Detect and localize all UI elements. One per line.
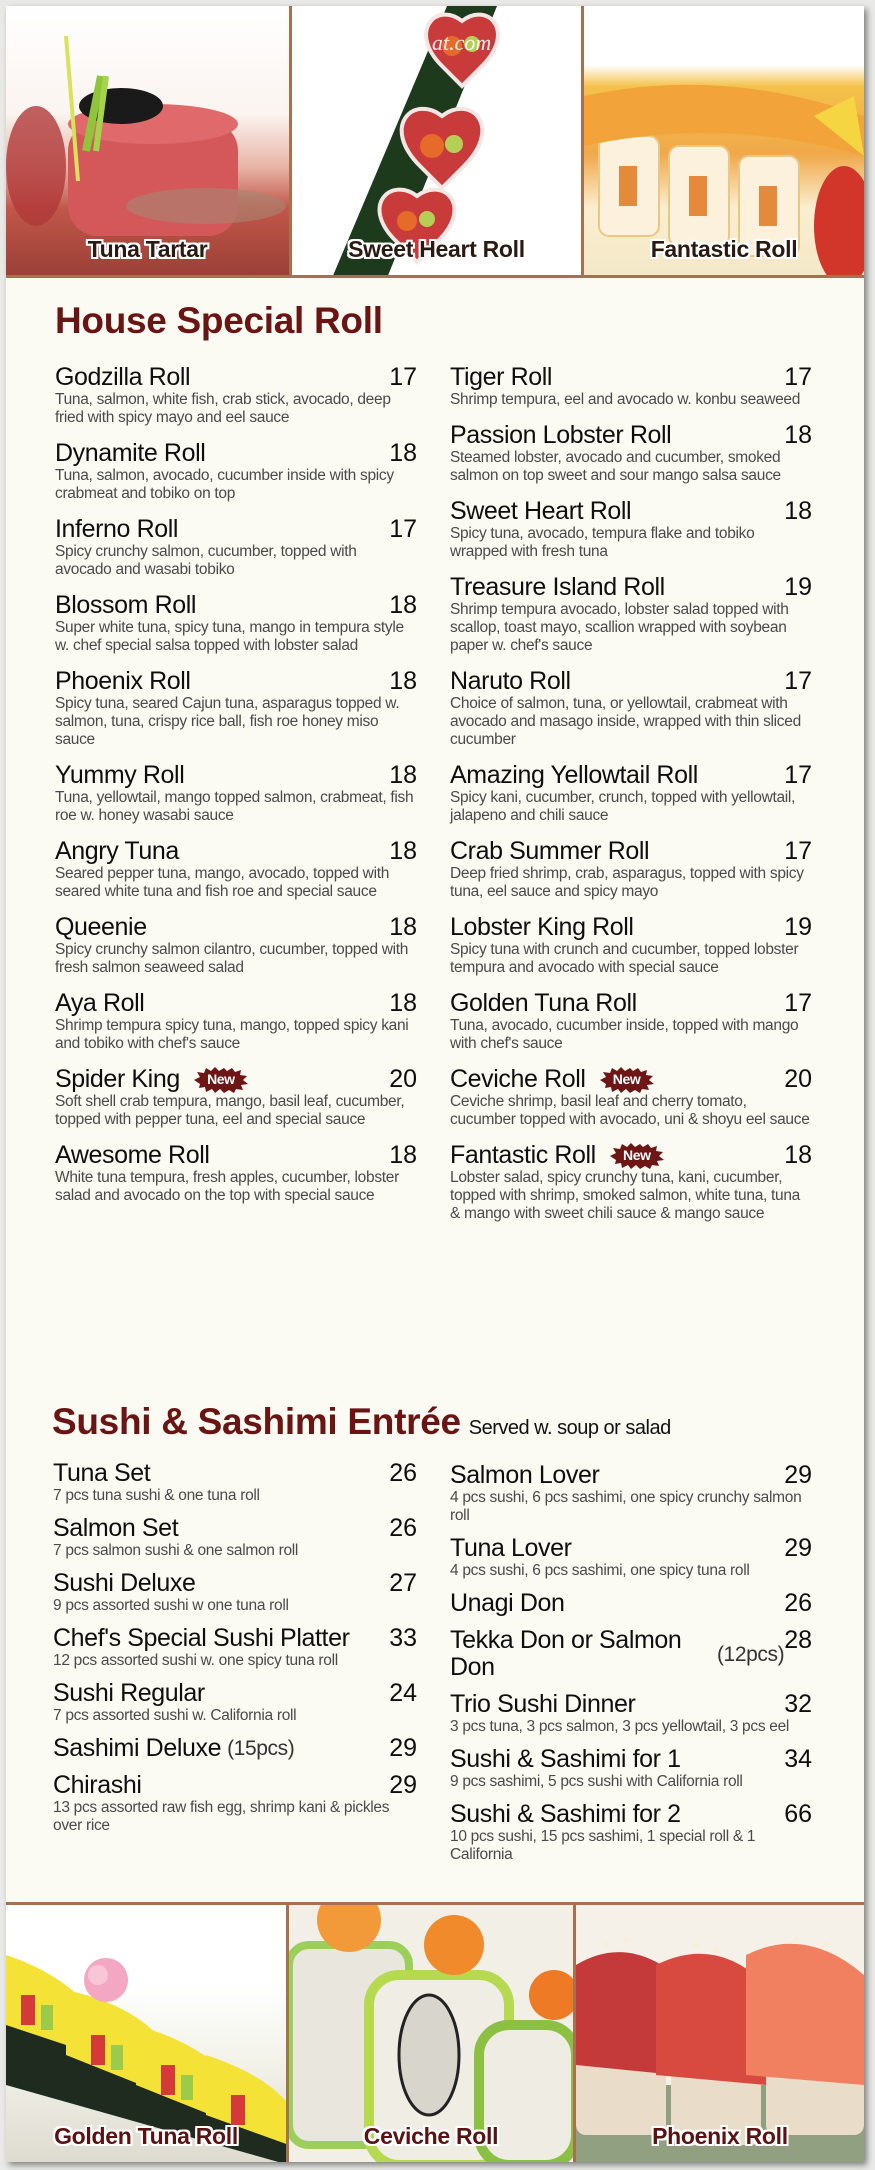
menu-item-header: [450, 422, 812, 449]
watermark-text: at.com / I: [432, 30, 516, 55]
menu-item-name: [53, 1680, 205, 1707]
menu-item-description: Lobster salad, spicy crunchy tuna, kani, cucumber, topped with shrimp, smoked salmon, white tuna, tuna & mango with sweet chili sauce & mango sauce: [450, 1169, 801, 1222]
menu-item-description: 9 pcs assorted sushi w one tuna roll: [53, 1597, 289, 1614]
new-badge: New: [194, 1067, 248, 1093]
menu-item-quantity: (12pcs): [716, 1642, 785, 1666]
menu-item-header: [53, 1735, 417, 1762]
menu-item-header: [53, 1515, 417, 1542]
menu-item[interactable]: [53, 1515, 417, 1560]
photo-caption: Ceviche Roll: [363, 2123, 499, 2149]
menu-item-name: [55, 592, 196, 619]
menu-item[interactable]: [55, 516, 417, 579]
menu-item[interactable]: [450, 498, 812, 561]
menu-item[interactable]: [450, 574, 812, 655]
menu-item[interactable]: [450, 1535, 812, 1580]
menu-item-name: [450, 364, 552, 391]
menu-item-description: 13 pcs assorted raw fish egg, shrimp kani & pickles over rice: [53, 1799, 390, 1834]
menu-item-description: Spicy tuna, avocado, tempura flake and tobiko wrapped with fresh tuna: [450, 525, 755, 560]
menu-item-price: 26: [389, 1514, 417, 1542]
menu-item-description: Shrimp tempura spicy tuna, mango, topped spicy kani and tobiko with chef's sauce: [55, 1017, 409, 1052]
menu-item-name-text: Naruto Roll: [450, 667, 571, 695]
menu-item[interactable]: [53, 1570, 417, 1615]
menu-item-name-text: Angry Tuna: [55, 837, 179, 865]
menu-item-name: [450, 422, 671, 449]
menu-item-name-text: Spider King: [55, 1065, 180, 1093]
menu-item-name-text: Trio Sushi Dinner: [450, 1690, 636, 1718]
menu-item-name: [55, 440, 205, 467]
menu-item[interactable]: [53, 1460, 417, 1505]
menu-item-header: [55, 838, 417, 865]
menu-item-description: Shrimp tempura avocado, lobster salad topped with scallop, toast mayo, scallion wrapped with soybean paper w. chef's sauce: [450, 601, 789, 654]
menu-item-name-text: Godzilla Roll: [55, 363, 191, 391]
menu-item[interactable]: [450, 1746, 812, 1791]
menu-item-name: [53, 1772, 142, 1799]
menu-item-price: 18: [784, 497, 812, 525]
menu-item-name: [450, 1746, 681, 1773]
menu-item[interactable]: [55, 440, 417, 503]
photo-caption: Sweet Heart Roll: [348, 236, 525, 262]
menu-page: [6, 6, 864, 2162]
menu-item-price: 66: [784, 1800, 812, 1828]
photo-caption: Tuna Tartar: [87, 236, 208, 262]
menu-item-price: 28: [784, 1626, 812, 1654]
menu-item-name: [450, 1801, 681, 1828]
house-special-left-column: [55, 364, 417, 1218]
menu-item-name: [450, 498, 631, 525]
house-special-right-column: [450, 364, 812, 1236]
menu-item[interactable]: [450, 668, 812, 749]
menu-item[interactable]: [450, 422, 812, 485]
photo-fantastic-roll: [584, 6, 864, 278]
menu-item-description: 7 pcs tuna sushi & one tuna roll: [53, 1487, 260, 1504]
menu-item-name: [53, 1515, 178, 1542]
menu-item-description: 7 pcs assorted sushi w. California roll: [53, 1707, 297, 1724]
menu-item-name-text: Amazing Yellowtail Roll: [450, 761, 698, 789]
menu-item-description: 9 pcs sashimi, 5 pcs sushi with California roll: [450, 1773, 743, 1790]
menu-item-header: [53, 1680, 417, 1707]
menu-item-name-text: Tiger Roll: [450, 363, 553, 391]
menu-item[interactable]: [55, 668, 417, 749]
menu-item-price: 24: [389, 1679, 417, 1707]
photo-caption: Golden Tuna Roll: [54, 2123, 238, 2149]
menu-item-header: [55, 1066, 417, 1093]
menu-item-name-text: Unagi Don: [450, 1589, 565, 1617]
menu-item-header: [55, 990, 417, 1017]
menu-item-name: [450, 1535, 572, 1562]
menu-item-header: [450, 1462, 812, 1489]
menu-item-price: 18: [389, 591, 417, 619]
menu-item-description: Choice of salmon, tuna, or yellowtail, crabmeat with avocado and masago inside, wrapped with thin sliced cucumber: [450, 695, 801, 748]
menu-item-header: [450, 838, 812, 865]
menu-item-description: Tuna, avocado, cucumber inside, topped with mango with chef's sauce: [450, 1017, 799, 1052]
menu-item-description: Ceviche shrimp, basil leaf and cherry tomato, cucumber topped with avocado, uni & shoyu eel sauce: [450, 1093, 810, 1128]
menu-item-description: Deep fried shrimp, crab, asparagus, topped with spicy tuna, eel sauce and spicy mayo: [450, 865, 804, 900]
menu-item-price: 17: [389, 515, 417, 543]
top-photo-row: [6, 6, 864, 278]
menu-item-header: [450, 914, 812, 941]
menu-item-header: [55, 516, 417, 543]
photo-ceviche-roll: [289, 1902, 576, 2162]
menu-item-price: 20: [389, 1065, 417, 1093]
menu-item-name-text: Phoenix Roll: [55, 667, 191, 695]
menu-item-price: 29: [389, 1734, 417, 1762]
menu-item-price: 17: [784, 667, 812, 695]
menu-item[interactable]: [53, 1625, 417, 1670]
menu-item-header: [450, 668, 812, 695]
section-title-house-special: House Special Roll: [55, 300, 383, 341]
menu-item-price: 26: [389, 1459, 417, 1487]
menu-item-header: [450, 1691, 812, 1718]
photo-caption: Fantastic Roll: [650, 236, 798, 262]
menu-item[interactable]: [55, 990, 417, 1053]
menu-item-name-text: Salmon Lover: [450, 1461, 600, 1489]
menu-item-name: [53, 1735, 294, 1762]
menu-item-name-text: Passion Lobster Roll: [450, 421, 672, 449]
menu-item[interactable]: [55, 762, 417, 825]
menu-item-header: [450, 1142, 812, 1169]
menu-item-price: 18: [389, 1141, 417, 1169]
menu-item[interactable]: [450, 990, 812, 1053]
menu-item-name: [53, 1570, 196, 1597]
photo-caption: Phoenix Roll: [652, 2123, 788, 2149]
menu-item-header: [450, 1627, 812, 1681]
menu-item-name-text: Sushi & Sashimi for 2: [450, 1800, 681, 1828]
menu-item-name: [55, 516, 178, 543]
menu-item-header: [450, 1066, 812, 1093]
menu-item-price: 18: [389, 989, 417, 1017]
menu-item-header: [53, 1460, 417, 1487]
menu-item[interactable]: [450, 838, 812, 901]
menu-item-name: [55, 1142, 210, 1169]
menu-item-price: 18: [784, 421, 812, 449]
menu-item-name-text: Chef's Special Sushi Platter: [53, 1624, 350, 1652]
menu-item-name-text: Golden Tuna Roll: [450, 989, 637, 1017]
menu-item-description: Seared pepper tuna, mango, avocado, topped with seared white tuna and fish roe and special sauce: [55, 865, 390, 900]
menu-item-name: [450, 1066, 654, 1093]
menu-item-name-text: Awesome Roll: [55, 1141, 210, 1169]
menu-item[interactable]: [450, 1801, 812, 1864]
menu-item-header: [450, 1746, 812, 1773]
menu-item-name: [450, 1590, 565, 1617]
menu-item-price: 19: [784, 573, 812, 601]
menu-item-price: 29: [389, 1771, 417, 1799]
menu-item-description: 4 pcs sushi, 6 pcs sashimi, one spicy tuna roll: [450, 1562, 750, 1579]
menu-item[interactable]: [450, 762, 812, 825]
menu-item-name: [53, 1625, 350, 1652]
menu-item-name: [55, 762, 184, 789]
photo-golden-tuna-roll: [6, 1902, 289, 2162]
menu-item[interactable]: [53, 1772, 417, 1835]
sushi-entree-right-column: [450, 1462, 812, 1874]
menu-item[interactable]: [53, 1680, 417, 1725]
menu-item-header: [450, 498, 812, 525]
menu-item-header: [55, 762, 417, 789]
menu-item-name-text: Queenie: [55, 913, 147, 941]
menu-item-price: 33: [389, 1624, 417, 1652]
menu-item-price: 19: [784, 913, 812, 941]
menu-item-description: 4 pcs sushi, 6 pcs sashimi, one spicy crunchy salmon roll: [450, 1489, 802, 1524]
menu-item-name-text: Sashimi Deluxe: [53, 1734, 222, 1762]
menu-item-header: [55, 1142, 417, 1169]
menu-item-price: 18: [389, 439, 417, 467]
menu-item-name-text: Blossom Roll: [55, 591, 197, 619]
menu-item-name-text: Aya Roll: [55, 989, 145, 1017]
menu-item-name: [55, 1066, 248, 1093]
menu-item-name-text: Sushi & Sashimi for 1: [450, 1745, 681, 1773]
menu-item-header: [53, 1625, 417, 1652]
menu-item-name: [55, 914, 147, 941]
menu-item-header: [450, 762, 812, 789]
menu-item[interactable]: [450, 364, 812, 409]
new-badge: New: [600, 1067, 654, 1093]
menu-item[interactable]: [450, 1066, 812, 1129]
menu-item-price: 29: [784, 1534, 812, 1562]
menu-item-price: 17: [784, 761, 812, 789]
section-title-sushi-entree: Sushi & Sashimi Entrée Served w. soup or salad: [52, 1401, 671, 1442]
menu-item-name: [450, 574, 665, 601]
menu-item[interactable]: [450, 1627, 812, 1681]
menu-item-header: [53, 1570, 417, 1597]
menu-item[interactable]: [450, 1691, 812, 1736]
menu-item-name: [55, 364, 190, 391]
menu-item-header: [55, 592, 417, 619]
menu-item[interactable]: [450, 1142, 812, 1223]
menu-item-header: [450, 990, 812, 1017]
menu-item-name-text: Tuna Set: [53, 1459, 151, 1487]
menu-item-price: 34: [784, 1745, 812, 1773]
menu-item[interactable]: [55, 364, 417, 427]
menu-item-name-text: Dynamite Roll: [55, 439, 206, 467]
menu-item-price: 18: [389, 913, 417, 941]
menu-item-name-text: Sushi Regular: [53, 1679, 205, 1707]
menu-item-name: [450, 1691, 635, 1718]
menu-item-price: 18: [389, 837, 417, 865]
menu-item-name: [450, 1627, 784, 1681]
menu-item-description: Spicy crunchy salmon, cucumber, topped with avocado and wasabi tobiko: [55, 543, 357, 578]
menu-item-name: [450, 1462, 599, 1489]
menu-item[interactable]: [55, 838, 417, 901]
menu-item-name: [55, 838, 179, 865]
menu-item-price: 20: [784, 1065, 812, 1093]
menu-item[interactable]: [55, 1066, 417, 1129]
menu-item-description: 3 pcs tuna, 3 pcs salmon, 3 pcs yellowtail, 3 pcs eel: [450, 1718, 790, 1735]
bottom-photo-row: [6, 1902, 864, 2162]
menu-item-description: Spicy tuna, seared Cajun tuna, asparagus topped w. salmon, tuna, crispy rice ball, fish roe honey miso sauce: [55, 695, 400, 748]
menu-item[interactable]: [55, 914, 417, 977]
menu-item-name: [55, 990, 144, 1017]
section-subtitle: Served w. soup or salad: [468, 1417, 671, 1439]
menu-item-header: [450, 1535, 812, 1562]
new-badge: New: [610, 1143, 664, 1169]
menu-item-description: Soft shell crab tempura, mango, basil leaf, cucumber, topped with pepper tuna, eel and special sauce: [55, 1093, 405, 1128]
menu-item-name-text: Salmon Set: [53, 1514, 179, 1542]
menu-item-description: 7 pcs salmon sushi & one salmon roll: [53, 1542, 299, 1559]
menu-item-name: [55, 668, 191, 695]
menu-item-header: [450, 1590, 812, 1617]
menu-item-price: 17: [784, 837, 812, 865]
menu-item-name: [450, 762, 698, 789]
menu-item-description: Super white tuna, spicy tuna, mango in tempura style w. chef special salsa topped with lobster salad: [55, 619, 404, 654]
menu-item-name-text: Ceviche Roll: [450, 1065, 586, 1093]
menu-item-price: 29: [784, 1461, 812, 1489]
menu-item-price: 17: [389, 363, 417, 391]
menu-item-name: [450, 838, 649, 865]
menu-item-description: 10 pcs sushi, 15 pcs sashimi, 1 special roll & 1 California: [450, 1828, 756, 1863]
menu-item-price: 32: [784, 1690, 812, 1718]
menu-item-header: [55, 364, 417, 391]
menu-item-price: 18: [389, 761, 417, 789]
menu-item-header: [55, 914, 417, 941]
menu-item-description: Tuna, salmon, avocado, cucumber inside with spicy crabmeat and tobiko on top: [55, 467, 394, 502]
menu-item-name-text: Inferno Roll: [55, 515, 179, 543]
menu-item-header: [450, 1801, 812, 1828]
menu-item-name-text: Lobster King Roll: [450, 913, 634, 941]
menu-item-name: [450, 1142, 664, 1169]
menu-item-header: [55, 440, 417, 467]
menu-item-description: Tuna, yellowtail, mango topped salmon, crabmeat, fish roe w. honey wasabi sauce: [55, 789, 414, 824]
menu-item-price: 26: [784, 1589, 812, 1617]
menu-item[interactable]: [450, 914, 812, 977]
menu-item-name-text: Chirashi: [53, 1771, 142, 1799]
menu-item-name-text: Sushi Deluxe: [53, 1569, 196, 1597]
menu-item[interactable]: [450, 1590, 812, 1617]
menu-item-price: 17: [784, 989, 812, 1017]
menu-item-description: Spicy tuna with crunch and cucumber, topped lobster tempura and avocado with special sauce: [450, 941, 799, 976]
menu-item-header: [450, 364, 812, 391]
menu-item[interactable]: [53, 1735, 417, 1762]
menu-item-header: [55, 668, 417, 695]
menu-item-description: Steamed lobster, avocado and cucumber, smoked salmon on top sweet and sour mango salsa sauce: [450, 449, 781, 484]
sushi-entree-left-column: [53, 1460, 417, 1845]
menu-item-name-text: Treasure Island Roll: [450, 573, 665, 601]
menu-item-description: Shrimp tempura, eel and avocado w. konbu seaweed: [450, 391, 801, 408]
menu-item[interactable]: [450, 1462, 812, 1525]
photo-phoenix-roll: [576, 1902, 864, 2162]
menu-item-price: 27: [389, 1569, 417, 1597]
menu-item-quantity: (15pcs): [227, 1737, 295, 1760]
menu-item-description: Tuna, salmon, white fish, crab stick, avocado, deep fried with spicy mayo and eel sauce: [55, 391, 391, 426]
menu-item-description: 12 pcs assorted sushi w. one spicy tuna roll: [53, 1652, 338, 1669]
menu-item[interactable]: [55, 1142, 417, 1205]
photo-sweet-heart-roll: [292, 6, 584, 278]
menu-item[interactable]: [55, 592, 417, 655]
menu-item-name-text: Fantastic Roll: [450, 1141, 596, 1169]
menu-item-name: [450, 990, 637, 1017]
menu-item-price: 18: [784, 1141, 812, 1169]
menu-item-name-text: Sweet Heart Roll: [450, 497, 632, 525]
menu-item-description: Spicy crunchy salmon cilantro, cucumber, topped with fresh salmon seaweed salad: [55, 941, 409, 976]
menu-item-name-text: Tuna Lover: [450, 1534, 572, 1562]
menu-item-header: [450, 574, 812, 601]
menu-item-name: [450, 914, 634, 941]
menu-item-name-text: Crab Summer Roll: [450, 837, 650, 865]
menu-item-name-text: Tekka Don or Salmon Don: [450, 1626, 682, 1681]
menu-item-description: Spicy kani, cucumber, crunch, topped with yellowtail, jalapeno and chili sauce: [450, 789, 796, 824]
photo-tuna-tartar: [6, 6, 292, 278]
menu-item-name: [53, 1460, 150, 1487]
menu-item-name-text: Yummy Roll: [55, 761, 185, 789]
menu-item-header: [53, 1772, 417, 1799]
menu-item-price: 18: [389, 667, 417, 695]
menu-item-description: White tuna tempura, fresh apples, cucumber, lobster salad and avocado on the top with special sauce: [55, 1169, 399, 1204]
menu-item-name: [450, 668, 571, 695]
menu-item-price: 17: [784, 363, 812, 391]
